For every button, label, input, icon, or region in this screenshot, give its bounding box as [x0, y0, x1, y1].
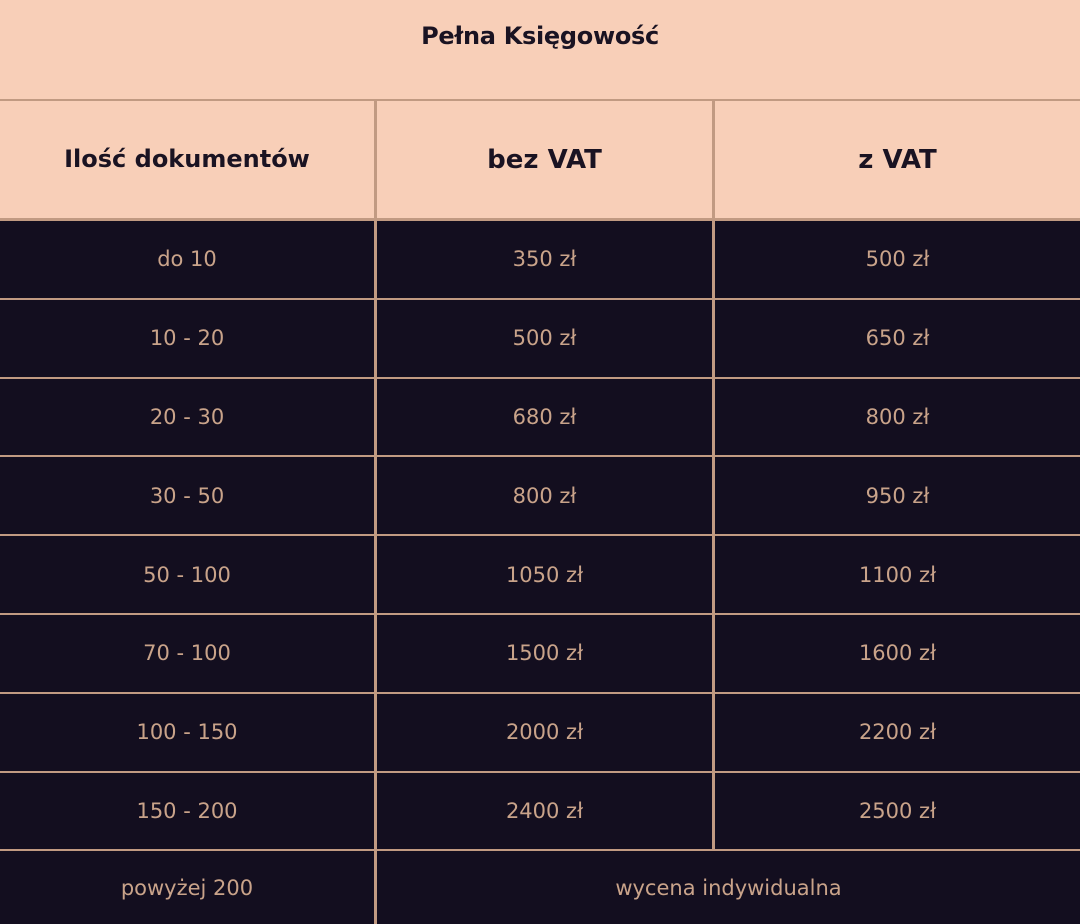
- net-price-cell: 350 zł: [374, 221, 712, 298]
- header-documents: Ilość dokumentów: [64, 144, 310, 173]
- title-band: [0, 0, 1080, 101]
- table-row: [0, 694, 1080, 773]
- table-row: [0, 379, 1080, 458]
- table-row: [0, 300, 1080, 379]
- gross-price-cell: 650 zł: [712, 300, 1080, 377]
- range-cell: 100 - 150: [136, 720, 238, 745]
- table-row: [0, 536, 1080, 615]
- range-cell: 70 - 100: [143, 641, 231, 666]
- net-price-cell: 1050 zł: [374, 536, 712, 613]
- range-cell: 50 - 100: [143, 562, 231, 587]
- gross-price-cell: 500 zł: [712, 221, 1080, 298]
- gross-price-cell: 800 zł: [712, 379, 1080, 456]
- header-net-price: bez VAT: [374, 101, 712, 218]
- range-cell: do 10: [157, 247, 217, 272]
- table-row: [0, 221, 1080, 300]
- table-row: [0, 457, 1080, 536]
- individual-quote-cell: wycena indywidualna: [374, 851, 1080, 924]
- net-price-cell: 2400 zł: [374, 773, 712, 850]
- range-cell: powyżej 200: [120, 875, 254, 900]
- gross-price-cell: 1600 zł: [712, 615, 1080, 692]
- table-title: Pełna Księgowość: [421, 22, 659, 50]
- table-row: [0, 615, 1080, 694]
- net-price-cell: 2000 zł: [374, 694, 712, 771]
- table-row: [0, 773, 1080, 852]
- net-price-cell: 680 zł: [374, 379, 712, 456]
- table-body: [0, 221, 1080, 851]
- net-price-cell: 500 zł: [374, 300, 712, 377]
- header-gross-price: z VAT: [712, 101, 1080, 218]
- net-price-cell: 800 zł: [374, 457, 712, 534]
- range-cell: 30 - 50: [149, 483, 225, 508]
- net-price-cell: 1500 zł: [374, 615, 712, 692]
- range-cell: 150 - 200: [136, 798, 238, 823]
- gross-price-cell: 2200 zł: [712, 694, 1080, 771]
- gross-price-cell: 950 zł: [712, 457, 1080, 534]
- range-cell: 10 - 20: [149, 326, 225, 351]
- table-row-last: [0, 851, 1080, 924]
- header-row: [0, 101, 1080, 221]
- gross-price-cell: 1100 zł: [712, 536, 1080, 613]
- range-cell: 20 - 30: [149, 404, 225, 429]
- gross-price-cell: 2500 zł: [712, 773, 1080, 850]
